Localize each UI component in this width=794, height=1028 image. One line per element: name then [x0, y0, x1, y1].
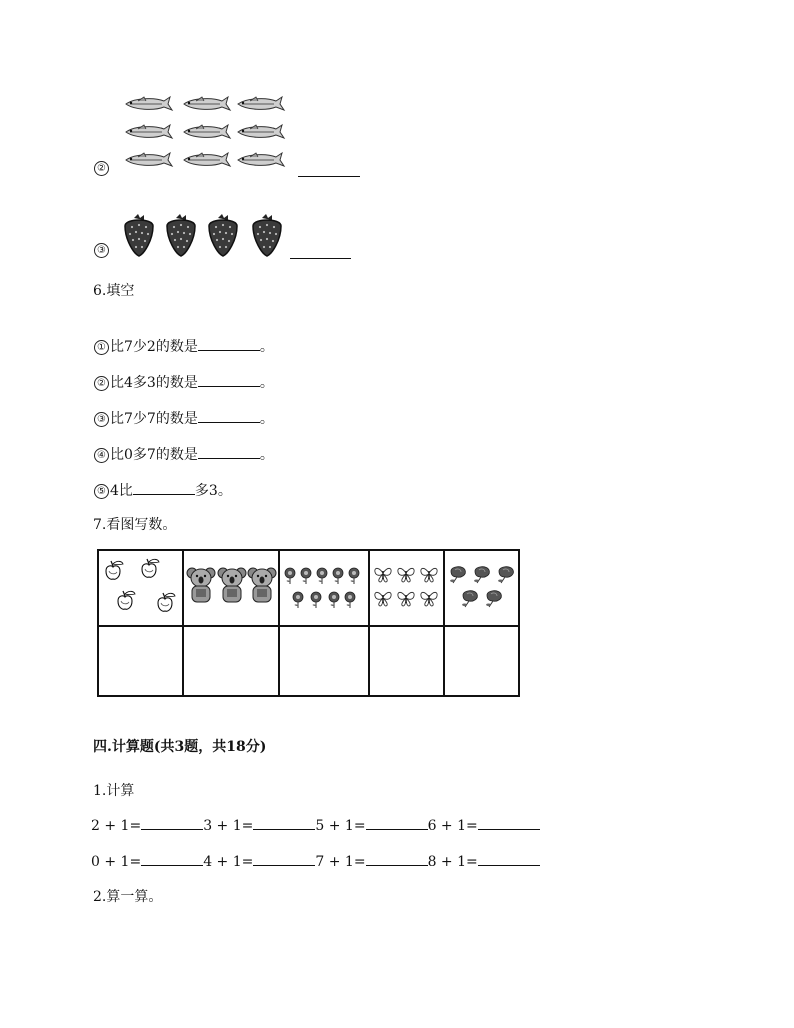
- answer-cell[interactable]: [279, 626, 369, 696]
- strawberry-picture-group: [120, 212, 290, 258]
- q6-item-2: [94, 372, 274, 392]
- item-number: ③: [94, 243, 109, 258]
- answer-blank[interactable]: [198, 409, 260, 423]
- item-suffix: 。: [259, 447, 274, 463]
- q7-title: 7.看图写数。: [93, 517, 177, 533]
- answer-blank[interactable]: [141, 852, 203, 866]
- picture-count-table: [97, 549, 520, 697]
- calc-row-1: [91, 816, 540, 834]
- answer-blank[interactable]: [298, 163, 360, 177]
- equation: 7 + 1=: [315, 854, 366, 870]
- item-text: 比7少7的数是: [110, 411, 198, 427]
- fish-picture-group: [120, 92, 292, 176]
- q6-item-5: [94, 480, 232, 500]
- answer-blank[interactable]: [198, 337, 260, 351]
- calc-row-2: [91, 852, 540, 870]
- apple-picture-group: [99, 551, 182, 621]
- cell-flowers: [279, 550, 369, 626]
- q6-item-4: [94, 444, 274, 464]
- equation: 6 + 1=: [427, 818, 478, 834]
- item-number: ④: [94, 448, 109, 463]
- item-number: ②: [94, 161, 109, 176]
- item-text: 比0多7的数是: [110, 447, 198, 463]
- answer-blank[interactable]: [290, 245, 351, 259]
- q6-item-3: [94, 408, 274, 428]
- calc-q2-title: 2.算一算。: [93, 889, 163, 905]
- item-number: ②: [94, 376, 109, 391]
- cell-butterflies: [369, 550, 444, 626]
- calc-title: 1.计算: [93, 783, 135, 799]
- answer-blank[interactable]: [253, 816, 315, 830]
- cell-apples: [98, 550, 183, 626]
- answer-blank[interactable]: [141, 816, 203, 830]
- answer-cell[interactable]: [369, 626, 444, 696]
- equation: 5 + 1=: [315, 818, 366, 834]
- equation: 4 + 1=: [203, 854, 254, 870]
- q6-item-1: [94, 336, 274, 356]
- answer-blank[interactable]: [133, 481, 195, 495]
- koala-picture-group: [184, 551, 278, 621]
- item-text: 比7少2的数是: [110, 339, 198, 355]
- answer-cell[interactable]: [444, 626, 519, 696]
- item-suffix: 。: [259, 375, 274, 391]
- answer-cell[interactable]: [183, 626, 279, 696]
- q5-item-2: [94, 160, 110, 176]
- answer-cell[interactable]: [98, 626, 183, 696]
- answer-blank[interactable]: [366, 816, 428, 830]
- equation: 3 + 1=: [203, 818, 254, 834]
- equation: 2 + 1=: [91, 818, 142, 834]
- item-text: 比4多3的数是: [110, 375, 198, 391]
- q6-title: 6.填空: [93, 283, 135, 299]
- answer-blank[interactable]: [198, 445, 260, 459]
- q5-item-3: [94, 242, 110, 258]
- cell-roses: [444, 550, 519, 626]
- cell-koalas: [183, 550, 279, 626]
- rose-picture-group: [445, 551, 518, 621]
- equation: 8 + 1=: [427, 854, 478, 870]
- item-suffix: 。: [259, 339, 274, 355]
- answer-blank[interactable]: [366, 852, 428, 866]
- item-suffix: 。: [259, 411, 274, 427]
- item-number: ③: [94, 412, 109, 427]
- item-suffix: 多3。: [194, 483, 232, 499]
- item-text: 4比: [110, 483, 133, 499]
- section-heading: 四.计算题(共3题，共18分): [93, 739, 267, 755]
- butterfly-picture-group: [370, 551, 443, 621]
- item-number: ①: [94, 340, 109, 355]
- answer-blank[interactable]: [478, 852, 540, 866]
- flower-picture-group: [280, 551, 368, 621]
- answer-blank[interactable]: [478, 816, 540, 830]
- equation: 0 + 1=: [91, 854, 142, 870]
- answer-blank[interactable]: [198, 373, 260, 387]
- answer-blank[interactable]: [253, 852, 315, 866]
- item-number: ⑤: [94, 484, 109, 499]
